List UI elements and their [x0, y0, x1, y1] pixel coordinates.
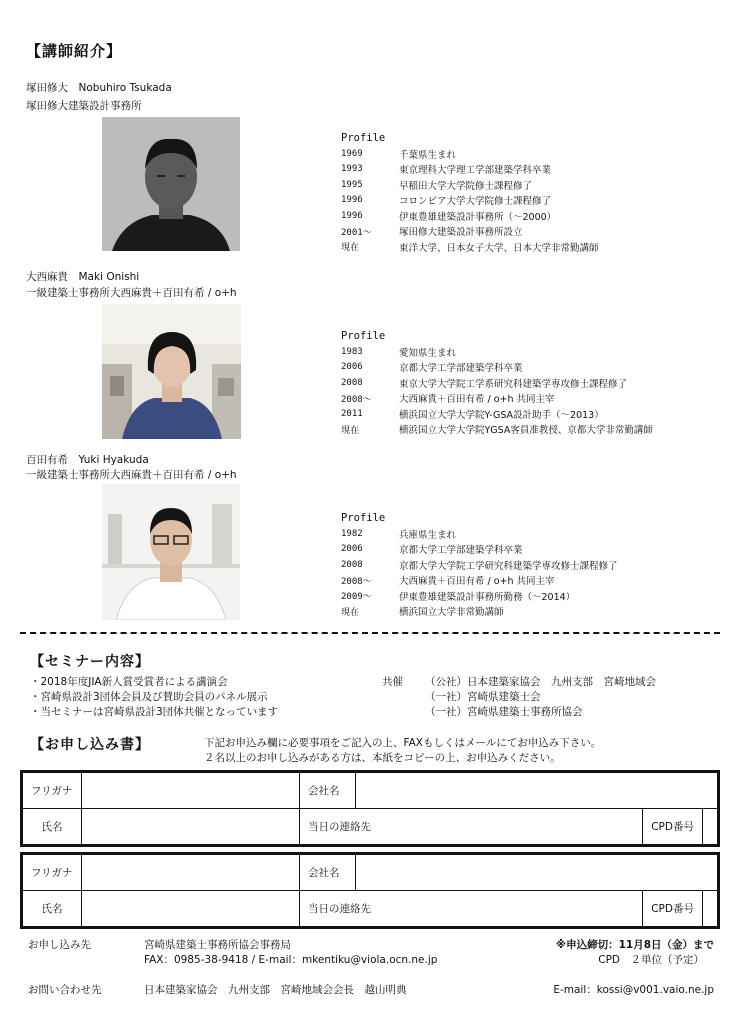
company-label: 会社名	[300, 772, 356, 809]
profile-year: 現在	[341, 243, 360, 254]
application-instruction: ２名以上のお申し込みがある方は、本紙をコピーの上、お申込みください。	[204, 752, 561, 764]
instructor-name: 塚田修大 Nobuhiro Tsukada	[26, 82, 172, 94]
instructor-office: 一級建築士事務所大西麻貴＋百田有希 / o+h	[26, 469, 237, 481]
inquiry-org: 日本建築家協会 九州支部 宮崎地域会会長 越山明典	[144, 984, 407, 996]
profile-year: 2008～	[341, 576, 372, 587]
name-label: 氏名	[22, 891, 82, 928]
application-instruction: 下記お申込み欄に必要事項をご記入の上、FAXもしくはメールにてお申込み下さい。	[204, 737, 602, 749]
profile-text: 伊東豊雄建築設計事務所勤務（～2014）	[399, 591, 576, 603]
instructor-photo	[102, 484, 240, 620]
profile-year: 1983	[341, 346, 363, 357]
profile-text: 千葉県生まれ	[399, 149, 457, 161]
profile-text: コロンビア大学大学院修士課程修了	[399, 196, 552, 208]
instructor-profile	[341, 132, 599, 255]
name-field[interactable]	[82, 809, 300, 846]
cpd-label: CPD番号	[643, 891, 703, 928]
profile-text: 東京大学大学院工学系研究科建築学専攻修士課程修了	[399, 378, 628, 390]
instructor-name: 百田有希 Yuki Hyakuda	[26, 454, 149, 466]
profile-heading: Profile	[341, 330, 386, 342]
profile-year: 2006	[341, 544, 363, 555]
profile-year: 1996	[341, 210, 363, 221]
profile-text: 早稲田大学大学院修士課程修了	[399, 180, 533, 192]
cohost-item: （一社）宮崎県建築士会	[425, 691, 541, 703]
profile-text: 伊東豊雄建築設計事務所（～2000）	[399, 211, 557, 223]
company-label: 会社名	[300, 854, 356, 891]
profile-year: 2008	[341, 559, 363, 570]
instructor-name: 大西麻貴 Maki Onishi	[26, 271, 140, 283]
cpd-units: CPD ２単位（予定）	[598, 954, 704, 966]
profile-year: 2009～	[341, 592, 372, 603]
contact-label: 当日の連絡先	[300, 809, 643, 846]
profile-text: 横浜国立大学大学院Y-GSA設計助手（～2013）	[399, 409, 604, 421]
page-title: 【講師紹介】	[26, 42, 123, 60]
profile-text: 大西麻貴＋百田有希 / o+h 共同主宰	[399, 394, 555, 406]
profile-text: 横浜国立大学大学院YGSA客員准教授、京都大学非常勤講師	[399, 425, 653, 437]
profile-text: 愛知県生まれ	[399, 347, 457, 359]
seminar-title: 【セミナー内容】	[30, 654, 150, 670]
profile-text: 大西麻貴＋百田有希 / o+h 共同主宰	[399, 576, 555, 588]
company-field[interactable]	[356, 772, 719, 809]
instructor-profile	[341, 512, 618, 619]
profile-year: 2008	[341, 377, 363, 388]
profile-heading: Profile	[341, 512, 386, 524]
profile-text: 京都大学工学部建築学科卒業	[399, 545, 523, 557]
application-form-2	[20, 852, 720, 929]
profile-year: 1969	[341, 148, 363, 159]
profile-text: 東京理科大学理工学部建築学科卒業	[399, 165, 552, 177]
cohost-item: （一社）宮崎県建築士事務所協会	[425, 706, 583, 718]
instructor-photo	[102, 304, 241, 439]
profile-text: 横浜国立大学非常勤講師	[399, 607, 504, 619]
furigana-field[interactable]	[82, 772, 300, 809]
furigana-label: フリガナ	[22, 772, 82, 809]
contact-label: 当日の連絡先	[300, 891, 643, 928]
apply-fax-email: FAX：0985-38-9418 / E-mail：mkentiku@viola.ocn.ne.jp	[144, 954, 438, 966]
inquiry-label: お問い合わせ先	[28, 984, 102, 996]
profile-text: 京都大学工学部建築学科卒業	[399, 363, 523, 375]
profile-text: 兵庫県生まれ	[399, 529, 457, 541]
profile-year: 現在	[341, 425, 360, 436]
profile-year: 現在	[341, 607, 360, 618]
profile-text: 塚田修大建築設計事務所設立	[399, 227, 523, 239]
name-field[interactable]	[82, 891, 300, 928]
profile-text: 東洋大学、日本女子大学、日本大学非常勤講師	[399, 242, 599, 254]
furigana-label: フリガナ	[22, 854, 82, 891]
deadline: ※申込締切：11月8日（金）まで	[555, 939, 714, 951]
seminar-item: ・当セミナーは宮崎県設計3団体共催となっています	[30, 706, 279, 718]
profile-year: 1996	[341, 195, 363, 206]
apply-label: お申し込み先	[28, 939, 91, 951]
cohost-item: （公社）日本建築家協会 九州支部 宮崎地域会	[425, 676, 656, 688]
instructor-photo	[102, 117, 240, 251]
inquiry-email: E-mail：kossi@v001.vaio.ne.jp	[553, 984, 714, 996]
application-form-1	[20, 770, 720, 847]
cpd-label: CPD番号	[643, 809, 703, 846]
apply-org: 宮崎県建築士事務所協会事務局	[144, 939, 291, 951]
profile-heading: Profile	[341, 132, 386, 144]
profile-year: 1982	[341, 528, 363, 539]
cpd-field[interactable]	[703, 809, 719, 846]
profile-year: 2011	[341, 408, 363, 419]
instructor-office: 一級建築士事務所大西麻貴＋百田有希 / o+h	[26, 287, 237, 299]
instructor-office: 塚田修大建築設計事務所	[26, 100, 142, 112]
seminar-item: ・2018年度JIA新人賞受賞者による講演会	[30, 676, 228, 688]
cpd-field[interactable]	[703, 891, 719, 928]
section-divider	[20, 632, 720, 634]
profile-text: 京都大学大学院工学研究科建築学専攻修士課程修了	[399, 560, 618, 572]
furigana-field[interactable]	[82, 854, 300, 891]
profile-year: 2001～	[341, 227, 372, 238]
profile-year: 1993	[341, 164, 363, 175]
profile-year: 2006	[341, 362, 363, 373]
company-field[interactable]	[356, 854, 719, 891]
profile-year: 2008～	[341, 394, 372, 405]
profile-year: 1995	[341, 179, 363, 190]
application-title: 【お申し込み書】	[30, 737, 150, 753]
seminar-item: ・宮崎県設計3団体会員及び賛助会員のパネル展示	[30, 691, 268, 703]
instructor-profile	[341, 330, 653, 437]
name-label: 氏名	[22, 809, 82, 846]
cohost-label: 共催	[382, 676, 403, 688]
